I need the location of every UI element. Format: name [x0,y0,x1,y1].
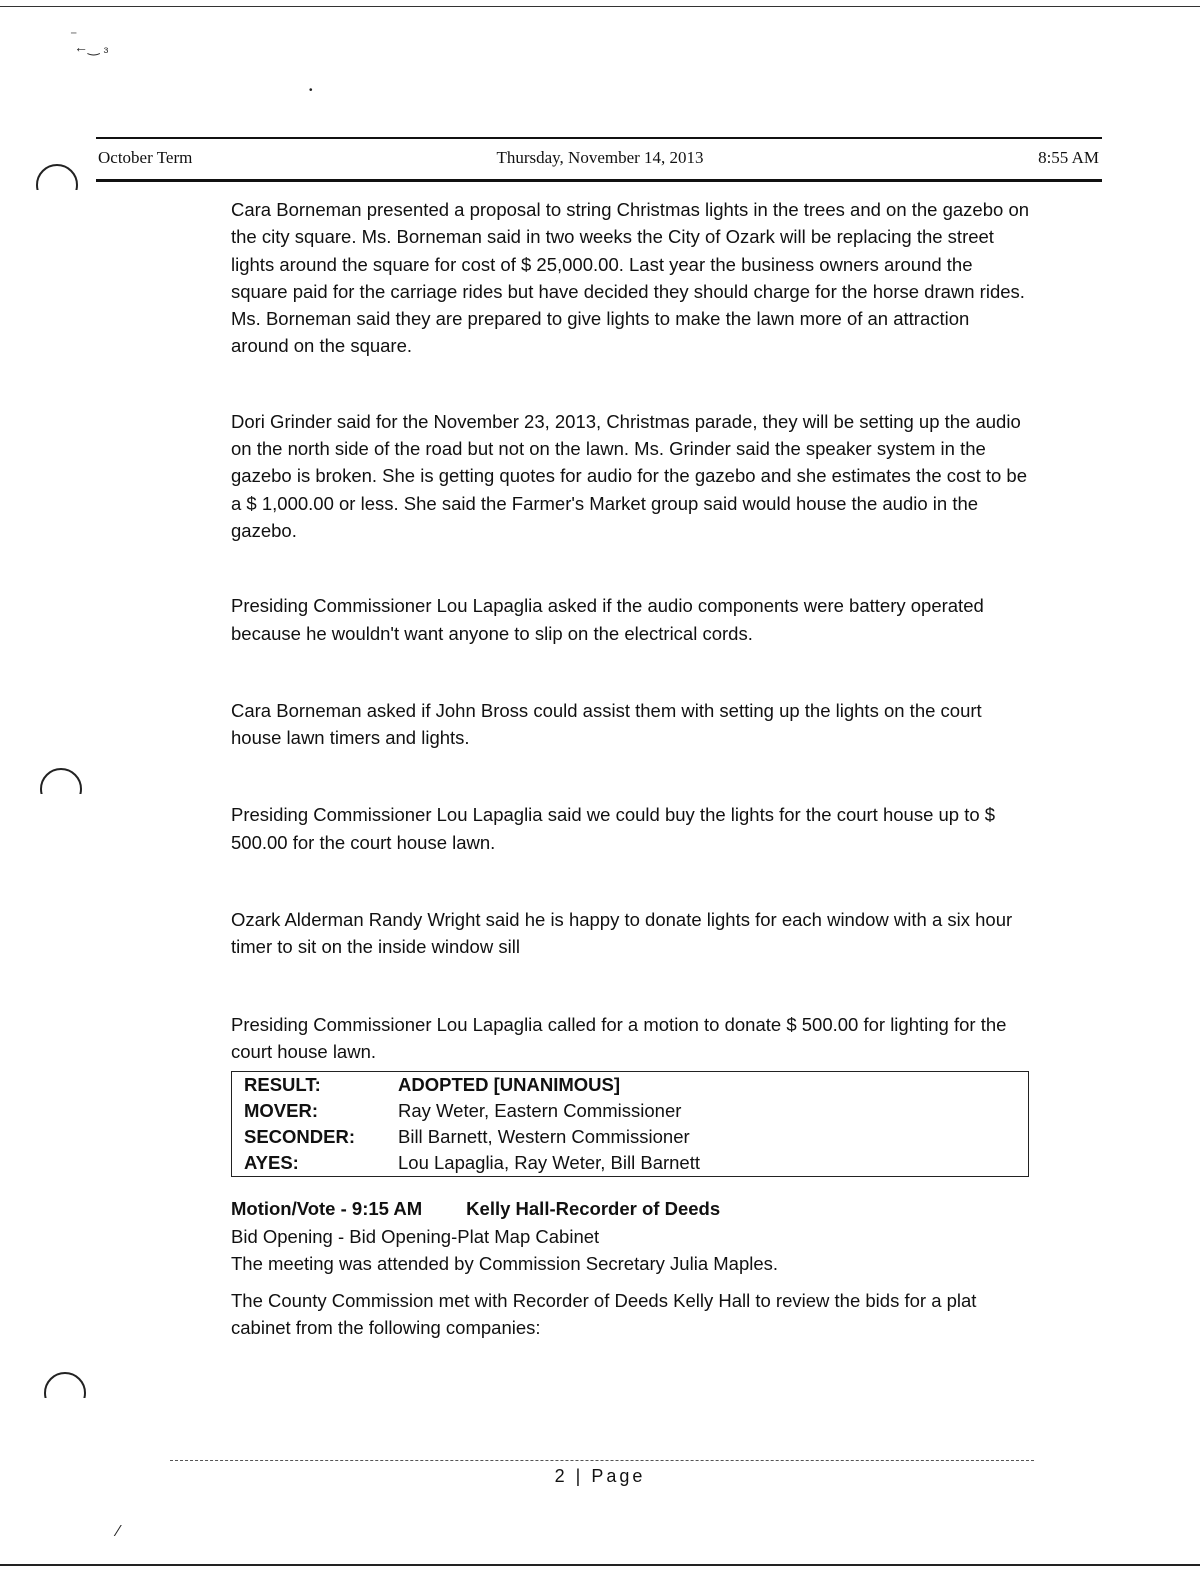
paragraph: Presiding Commissioner Lou Lapaglia asked if the audio components were battery operated because he wouldn't want anyone to slip on the electrical cords. [231,595,984,644]
stray-mark: ←‿ ₃ [74,39,109,55]
vote-row-ayes [232,1150,1029,1177]
vote-value: Bill Barnett, Western Commissioner [398,1126,690,1148]
punch-hole [44,1372,86,1414]
bid-line: Bid Opening - Bid Opening-Plat Map Cabinet [231,1225,600,1247]
stray-mark: • [309,85,313,96]
vote-value: Lou Lapaglia, Ray Weter, Bill Barnett [398,1152,700,1174]
scan-edge-top [0,6,1200,7]
punch-hole [40,768,82,810]
result-value: ADOPTED [UNANIMOUS] [398,1074,620,1096]
page-number: 2 | Page [554,1466,646,1486]
vote-label: AYES: [232,1150,387,1177]
motion-title: Motion/Vote - 9:15 AM [231,1198,423,1220]
paragraph: Dori Grinder said for the November 23, 2013, Christmas parade, they will be setting up the audio on the north side of the road but not on the lawn. Ms. Grinder said the speaker system in the gazebo is broken. She is getting quotes for audio for the gazebo and she estimates the cost to be a $ 1,000.00 or less. She said the Farmer's Market group said would house the audio in the gazebo. [231,410,1028,541]
paragraph: Cara Borneman presented a proposal to string Christmas lights in the trees and on the gazebo on the city square. Ms. Borneman said in two weeks the City of Ozark will be replacing the street lights around the square for cost of $ 25,000.00. Last year the business owners around the square paid for the carriage rides but have decided they should charge for the horse drawn rides. Ms. Borneman said they are prepared to give lights to make the lawn more of an attraction around on the square. [231,199,1030,357]
vote-label: SECONDER: [232,1124,387,1150]
paragraph: Presiding Commissioner Lou Lapaglia said we could buy the lights for the court house up to $ 500.00 for the court house lawn. [231,804,996,853]
vote-label: MOVER: [232,1098,387,1124]
motion-subject: Kelly Hall-Recorder of Deeds [466,1198,721,1220]
motion-heading [231,1195,1031,1222]
paragraph: Cara Borneman asked if John Bross could assist them with setting up the lights on the court house lawn timers and lights. [231,699,982,749]
footer-rule [170,1460,1034,1461]
review-paragraph: The County Commission met with Recorder of Deeds Kelly Hall to review the bids for a plat cabinet from the following companies: [231,1290,977,1339]
vote-row-result [232,1072,1029,1099]
header-time: 8:55 AM [1038,148,1099,167]
paragraph: Presiding Commissioner Lou Lapaglia called for a motion to donate $ 500.00 for lighting for the court house lawn. [231,1013,1007,1062]
stray-mark: ⁻ [70,27,78,43]
attendance-line: The meeting was attended by Commission Secretary Julia Maples. [231,1252,779,1274]
stray-mark: ⁄ [117,1523,120,1540]
minutes-body [231,196,1031,1342]
vote-table [231,1071,1029,1177]
vote-row-seconder [232,1124,1029,1150]
vote-value [386,1072,1029,1099]
vote-value: Ray Weter, Eastern Commissioner [398,1100,682,1122]
vote-label: RESULT: [232,1072,387,1099]
header-date: Thursday, November 14, 2013 [496,148,704,167]
paragraph: Ozark Alderman Randy Wright said he is happy to donate lights for each window with a six hour timer to sit on the inside window sill [231,909,1013,958]
header-rule [96,179,1102,182]
header-rule [96,137,1102,139]
punch-hole [36,164,78,206]
header-term: October Term [98,148,193,167]
scan-edge-bottom [0,1564,1200,1566]
vote-row-mover [232,1098,1029,1124]
